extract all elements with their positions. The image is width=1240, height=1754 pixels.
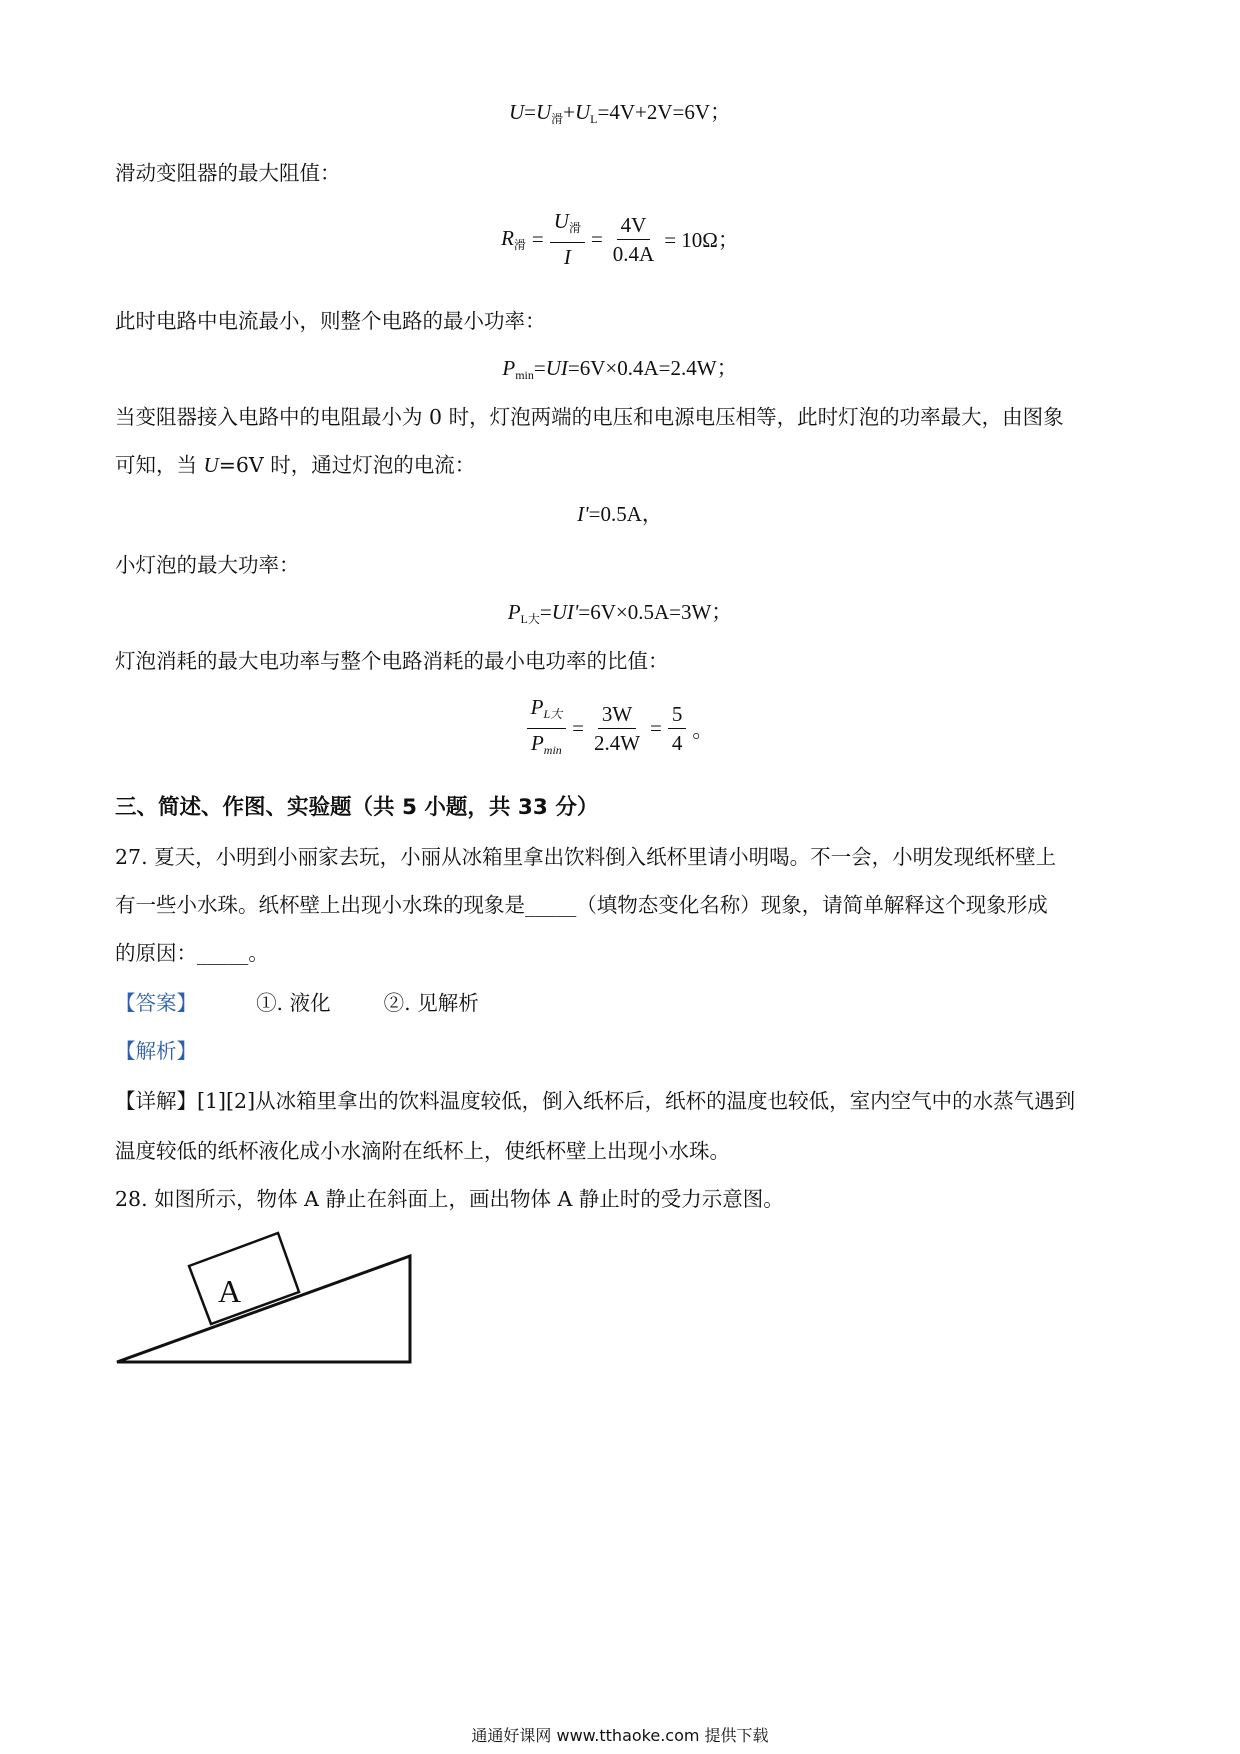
var-u-l: U xyxy=(575,100,591,124)
equation-current: I'=0.5A， xyxy=(577,502,663,526)
var-u: U xyxy=(508,100,525,124)
fraction-watts: $\frac{3W}{2.4W}$ xyxy=(593,702,641,755)
equals: = xyxy=(590,226,603,251)
equation-pmax: $P_{L大}=UI'=6V\times 0.5A=3W$； xyxy=(507,600,733,626)
block-a-label: A xyxy=(218,1273,242,1309)
text-para1-line1: 当变阻器接入电路中的电阻最小为 0 时，灯泡两端的电压和电源电压相等，此时灯泡的功率最大，由图象 xyxy=(115,405,1064,429)
text-max-resistance: 滑动变阻器的最大阻值： xyxy=(115,161,341,185)
text-para1-line2: 可知，当 U=6V 时，通过灯泡的电流： xyxy=(115,453,476,477)
equation-resistance xyxy=(0,208,1240,270)
fraction-five-fourths: $\frac{5}{4}$ xyxy=(668,701,687,756)
text-min-current: 此时电路中电流最小，则整个电路的最小功率： xyxy=(115,309,546,333)
equation-rhs: =4V+2V=6V； xyxy=(597,100,732,124)
sub-slide: 滑 xyxy=(551,112,564,126)
var-u-slide: U xyxy=(535,100,552,124)
answer-label: 【答案】 xyxy=(115,991,197,1015)
fraction-p-ratio: $\frac{P_{L大}}{P_{min}}$ xyxy=(527,694,567,763)
fraction-values: $\frac{4V}{0.4A}$ xyxy=(612,212,655,266)
fraction-u-over-i: $\frac{U_滑}{I}$ xyxy=(550,208,585,270)
answer-2: ②. 见解析 xyxy=(383,991,479,1015)
block-a xyxy=(189,1233,299,1324)
q27-line1: 27. 夏天，小明到小丽家去玩，小丽从冰箱里拿出饮料倒入纸杯里请小明喝。不一会，小明发现纸杯壁上 xyxy=(115,845,1057,869)
answer-1: ①. 液化 xyxy=(256,991,331,1015)
sub-l: L xyxy=(590,112,598,126)
plus: + xyxy=(563,100,575,124)
detail-label: 【详解】 xyxy=(115,1089,197,1113)
equation-pmin: $P_{min}=UI=6V\times 0.4A=2.4W$； xyxy=(502,356,738,382)
detail-line1: 【详解】[1][2]从冰箱里拿出的饮料温度较低，倒入纸杯后，纸杯的温度也较低，室内空气中的水蒸气遇到 xyxy=(115,1089,1076,1113)
footer: 通通好课网 www.tthaoke.com 提供下载 xyxy=(471,1726,769,1745)
incline-figure xyxy=(110,1225,420,1375)
answer-row xyxy=(115,986,479,1016)
equation-rhs: = 10Ω； xyxy=(664,228,739,252)
detail-line2: 温度较低的纸杯液化成小水滴附在纸杯上，使纸杯壁上出现小水珠。 xyxy=(115,1139,730,1163)
analysis-label: 【解析】 xyxy=(115,1039,197,1063)
q28-text: 28. 如图所示，物体 A 静止在斜面上，画出物体 A 静止时的受力示意图。 xyxy=(115,1187,784,1211)
equals: = xyxy=(531,226,544,251)
equation-voltage xyxy=(0,96,1240,127)
r-slide: $R_滑$ xyxy=(501,225,526,252)
equals: = xyxy=(524,100,536,124)
section-heading: 三、简述、作图、实验题（共 5 小题，共 33 分） xyxy=(115,795,599,820)
equation-ratio: $\frac{P_{L大}}{P_{min}}$ = $\frac{3W}{2.4W}$ = $\frac{5}{4}$ 。 xyxy=(0,694,1240,763)
q27-line3: 的原因：_____。 xyxy=(115,941,269,965)
text-ratio: 灯泡消耗的最大电功率与整个电路消耗的最小电功率的比值： xyxy=(115,649,669,673)
text-max-power: 小灯泡的最大功率： xyxy=(115,553,300,577)
q27-line2: 有一些小水珠。纸杯壁上出现小水珠的现象是_____（填物态变化名称）现象，请简单解释这个现象形成 xyxy=(115,893,1048,917)
